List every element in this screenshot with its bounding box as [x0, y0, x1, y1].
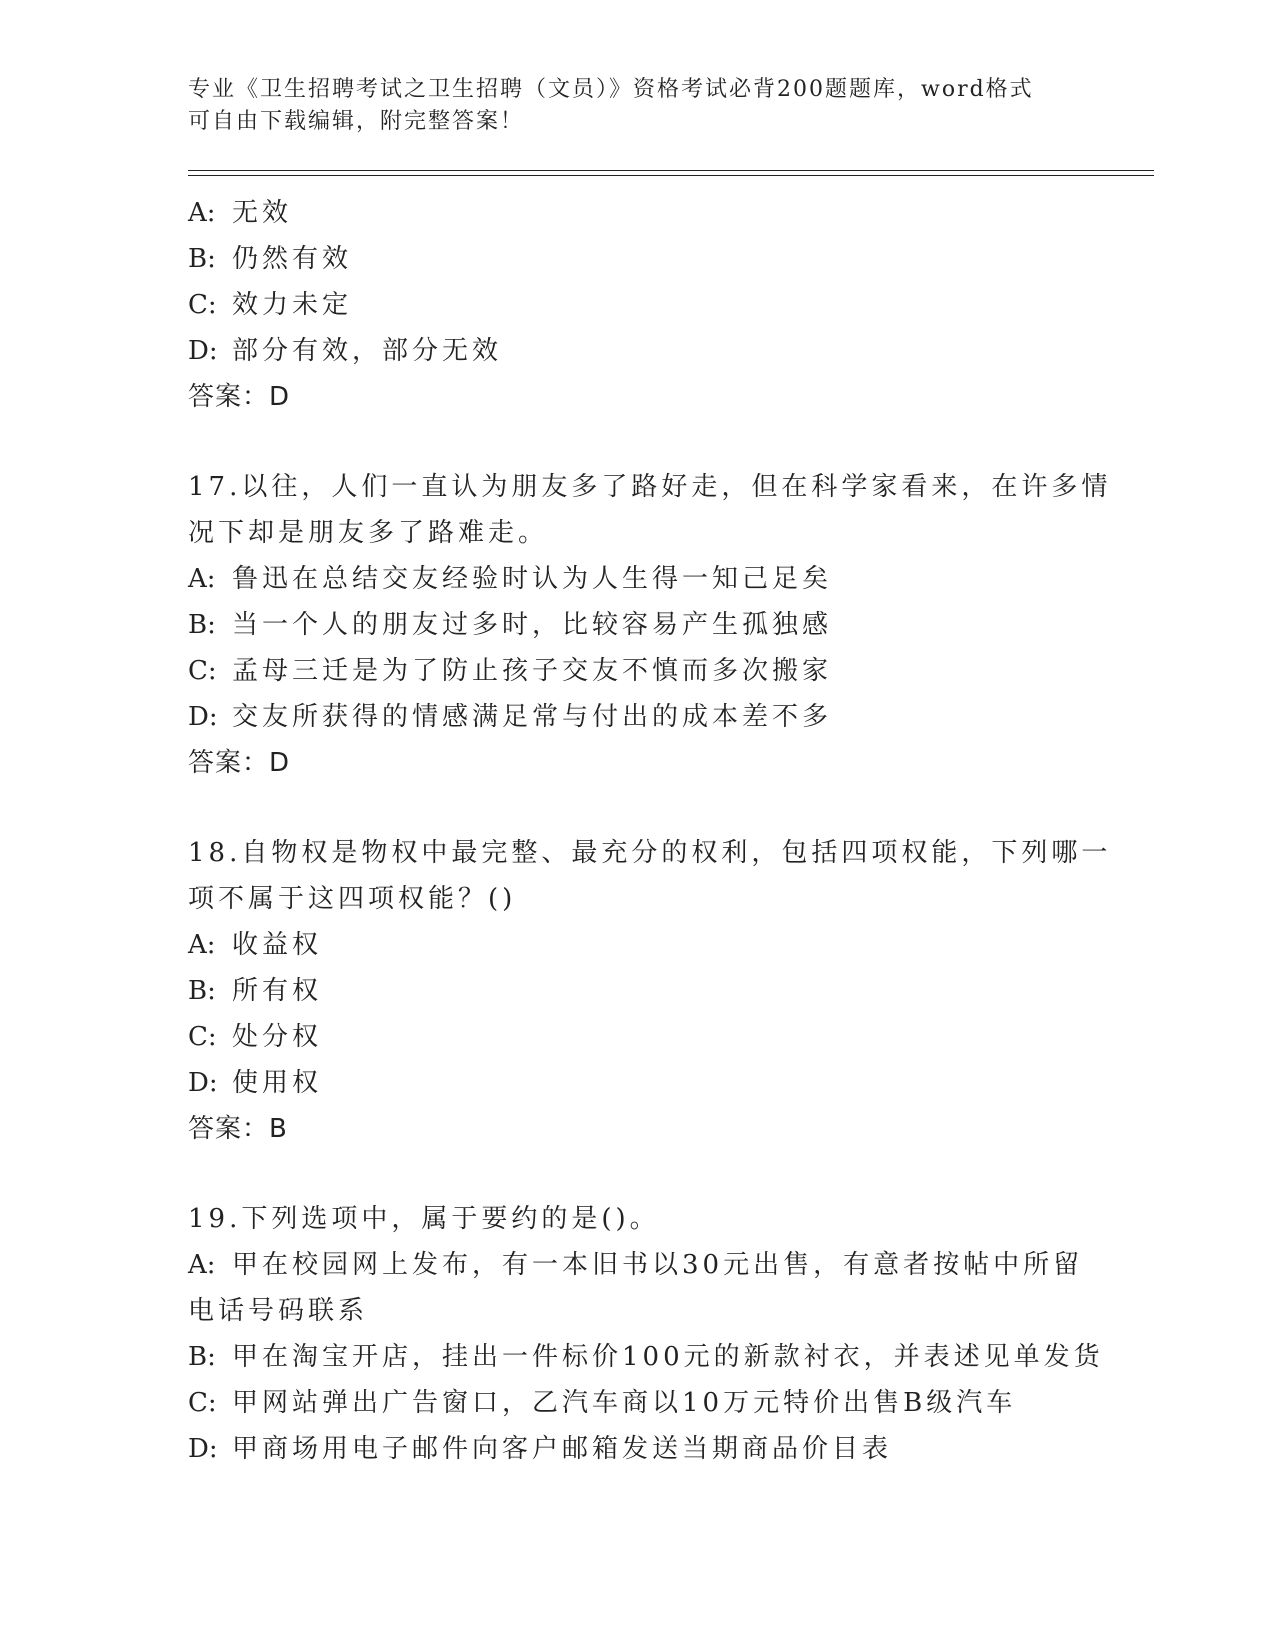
question-18-stem-line-1: 18.自物权是物权中最完整、最充分的权利，包括四项权能，下列哪一	[188, 838, 1112, 868]
option-b: B: 当一个人的朋友过多时，比较容易产生孤独感	[188, 610, 833, 640]
option-a-continued: 电话号码联系	[188, 1296, 369, 1326]
answer-17: 答案：D	[188, 748, 291, 778]
header-rule-top	[188, 170, 1154, 171]
option-c: C: 处分权	[188, 1022, 323, 1052]
answer-18: 答案：B	[188, 1114, 288, 1144]
header-line-1: 专业《卫生招聘考试之卫生招聘（文员）》资格考试必背200题题库，word格式	[188, 77, 1034, 102]
option-a: A: 无效	[188, 198, 293, 228]
question-19-stem: 19.下列选项中，属于要约的是()。	[188, 1204, 660, 1234]
question-18-stem-line-2: 项不属于这四项权能？()	[188, 884, 517, 914]
option-d: D: 使用权	[188, 1068, 323, 1098]
option-c: C: 效力未定	[188, 290, 353, 320]
option-c: C: 孟母三迁是为了防止孩子交友不慎而多次搬家	[188, 656, 833, 686]
option-d: D: 交友所获得的情感满足常与付出的成本差不多	[188, 702, 833, 732]
header-line-2: 可自由下载编辑，附完整答案！	[188, 109, 525, 134]
answer-16: 答案：D	[188, 382, 291, 412]
document-header	[188, 74, 1068, 138]
question-19	[188, 1196, 1104, 1472]
question-18	[188, 830, 1112, 1152]
question-16-options	[188, 190, 1088, 420]
option-d: D: 部分有效，部分无效	[188, 336, 503, 366]
question-17	[188, 464, 1112, 786]
question-17-stem-line-2: 况下却是朋友多了路难走。	[188, 518, 549, 548]
option-a: A: 甲在校园网上发布，有一本旧书以30元出售，有意者按帖中所留	[188, 1250, 1084, 1280]
option-b: B: 所有权	[188, 976, 323, 1006]
option-d: D: 甲商场用电子邮件向客户邮箱发送当期商品价目表	[188, 1434, 893, 1464]
question-content	[188, 190, 1112, 1472]
header-rule-bottom	[188, 175, 1154, 176]
option-c: C: 甲网站弹出广告窗口，乙汽车商以10万元特价出售B级汽车	[188, 1388, 1017, 1418]
option-b: B: 仍然有效	[188, 244, 353, 274]
option-b: B: 甲在淘宝开店，挂出一件标价100元的新款衬衣，并表述见单发货	[188, 1342, 1104, 1372]
option-a: A: 鲁迅在总结交友经验时认为人生得一知己足矣	[188, 564, 833, 594]
option-a: A: 收益权	[188, 930, 323, 960]
question-17-stem-line-1: 17.以往，人们一直认为朋友多了路好走，但在科学家看来，在许多情	[188, 472, 1112, 502]
